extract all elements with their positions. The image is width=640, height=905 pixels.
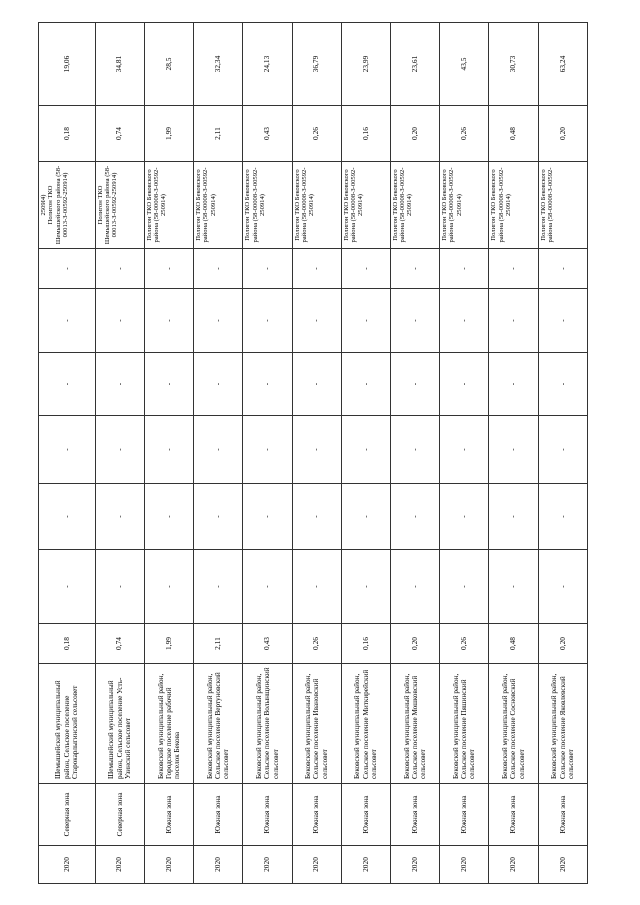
polygon-continuation: 2509Ι4) (40, 194, 47, 216)
table-row (144, 23, 193, 884)
value-cell: 2,11 (194, 624, 243, 664)
polygon-text: Полигон ТКО Бековского района (58-00008-З-00592-250914) (293, 167, 316, 243)
zone-cell: Северная зона (39, 784, 96, 846)
zone-cell: Южная зона (144, 784, 193, 846)
polygon-value-cell: 0,20 (390, 106, 439, 162)
dash-cell: - (538, 249, 587, 289)
total-cell: 23,61 (390, 23, 439, 106)
zone-cell: Южная зона (341, 784, 390, 846)
dash-cell: - (292, 416, 341, 484)
dash-cell: - (243, 353, 292, 416)
dash-cell: - (144, 416, 193, 484)
value-cell: 0,74 (95, 624, 144, 664)
municipality-cell: Шемышейский муниципальный район, Сельское поселение Усть-Узинский сельсовет (95, 664, 144, 784)
zone-cell: Южная зона (538, 784, 587, 846)
table-body (39, 23, 588, 884)
dash-cell: - (144, 353, 193, 416)
dash-cell: - (390, 416, 439, 484)
municipality-cell: Бековский муниципальный район, Сельское поселение Пяшинский сельсовет (440, 664, 489, 784)
total-cell: 63,24 (538, 23, 587, 106)
dash-cell: - (144, 249, 193, 289)
value-cell: 0,20 (538, 624, 587, 664)
dash-cell: - (95, 484, 144, 550)
polygon-cell (144, 162, 193, 249)
polygon-text: Полигон ТКО Шемышейского района (58-00013-З-00592-250914) (47, 165, 69, 245)
dash-cell: - (538, 550, 587, 624)
dash-cell: - (538, 353, 587, 416)
table-row (95, 23, 144, 884)
value-cell: 1,99 (144, 624, 193, 664)
zone-cell: Южная зона (489, 784, 538, 846)
dash-cell: - (144, 550, 193, 624)
value-cell: 0,43 (243, 624, 292, 664)
polygon-value-cell: 0,16 (341, 106, 390, 162)
table-row (489, 23, 538, 884)
value-cell: 0,26 (440, 624, 489, 664)
polygon-value-cell: 1,99 (144, 106, 193, 162)
dash-cell: - (341, 289, 390, 353)
dash-cell: - (39, 249, 96, 289)
polygon-text: Полигон ТКО Бековского района (58-00008-З-00592-250914) (441, 167, 463, 243)
dash-cell: - (243, 289, 292, 353)
table-row (292, 23, 341, 884)
dash-cell: - (440, 416, 489, 484)
polygon-cell (538, 162, 587, 249)
dash-cell: - (390, 249, 439, 289)
dash-cell: - (194, 416, 243, 484)
value-cell: 0,48 (489, 624, 538, 664)
dash-cell: - (489, 416, 538, 484)
value-cell: 0,16 (341, 624, 390, 664)
dash-cell: - (489, 353, 538, 416)
dash-cell: - (39, 289, 96, 353)
polygon-cell (194, 162, 243, 249)
dash-cell: - (440, 289, 489, 353)
polygon-cell (292, 162, 341, 249)
dash-cell: - (341, 550, 390, 624)
year-cell: 2020 (95, 846, 144, 884)
polygon-value-cell: 0,74 (95, 106, 144, 162)
dash-cell: - (440, 484, 489, 550)
zone-cell: Южная зона (390, 784, 439, 846)
polygon-text: Полигон ТКО Бековского района (58-00008-З-00592-250914) (195, 167, 217, 243)
dash-cell: - (341, 249, 390, 289)
zone-cell: Южная зона (292, 784, 341, 846)
year-cell: 2020 (341, 846, 390, 884)
dash-cell: - (390, 550, 439, 624)
value-cell: 0,20 (390, 624, 439, 664)
dash-cell: - (194, 289, 243, 353)
polygon-value-cell: 2,11 (194, 106, 243, 162)
polygon-cell (440, 162, 489, 249)
polygon-value-cell: 0,26 (292, 106, 341, 162)
municipality-cell: Бековский муниципальный район, Городское поселение рабочий поселок Бекова (144, 664, 193, 784)
dash-cell: - (243, 416, 292, 484)
dash-cell: - (95, 289, 144, 353)
dash-cell: - (39, 416, 96, 484)
polygon-cell (39, 162, 96, 249)
dash-cell: - (489, 249, 538, 289)
year-cell: 2020 (39, 846, 96, 884)
total-cell: 24,13 (243, 23, 292, 106)
dash-cell: - (341, 484, 390, 550)
dash-cell: - (292, 550, 341, 624)
table-row (390, 23, 439, 884)
table-row (440, 23, 489, 884)
municipality-cell: Бековский муниципальный район, Сельское поселение Вертуновский сельсовет (194, 664, 243, 784)
total-cell: 30,73 (489, 23, 538, 106)
dash-cell: - (39, 353, 96, 416)
table-row (39, 23, 96, 884)
total-cell: 36,79 (292, 23, 341, 106)
dash-cell: - (489, 484, 538, 550)
dash-cell: - (440, 353, 489, 416)
zone-cell: Южная зона (194, 784, 243, 846)
polygon-text: Полигон ТКО Шемышейского района (58-00013-З-00592-250914) (96, 165, 119, 245)
municipality-cell: Бековский муниципальный район, Сельское поселение Волынщинский сельсовет (243, 664, 292, 784)
polygon-text: Полигон ТКО Бековского района (58-00008-З-00592-250914) (244, 167, 266, 243)
dash-cell: - (243, 484, 292, 550)
polygon-cell (341, 162, 390, 249)
municipality-cell: Бековский муниципальный район, Сельское поселение Сосновский сельсовет (489, 664, 538, 784)
dash-cell: - (538, 289, 587, 353)
table-row (341, 23, 390, 884)
dash-cell: - (95, 550, 144, 624)
municipality-cell: Бековский муниципальный район, Сельское поселение Мошковский сельсовет (390, 664, 439, 784)
dash-cell: - (95, 353, 144, 416)
zone-cell: Южная зона (243, 784, 292, 846)
year-cell: 2020 (194, 846, 243, 884)
polygon-text: Полигон ТКО Бековского района (58-00008-З-00592-250914) (391, 167, 414, 243)
year-cell: 2020 (489, 846, 538, 884)
dash-cell: - (390, 484, 439, 550)
table-row (194, 23, 243, 884)
value-cell: 0,26 (292, 624, 341, 664)
municipality-cell: Шемышейский муниципальный район, Сельское поселение Старокарлыгинский сельсовет (39, 664, 96, 784)
dash-cell: - (538, 484, 587, 550)
polygon-value-cell: 0,43 (243, 106, 292, 162)
polygon-value-cell: 0,48 (489, 106, 538, 162)
table-row (243, 23, 292, 884)
dash-cell: - (489, 550, 538, 624)
dash-cell: - (440, 249, 489, 289)
total-cell: 28,5 (144, 23, 193, 106)
year-cell: 2020 (538, 846, 587, 884)
dash-cell: - (243, 249, 292, 289)
dash-cell: - (95, 416, 144, 484)
zone-cell: Южная зона (440, 784, 489, 846)
dash-cell: - (194, 550, 243, 624)
zone-cell: Северная зона (95, 784, 144, 846)
dash-cell: - (440, 550, 489, 624)
dash-cell: - (194, 353, 243, 416)
polygon-cell (390, 162, 439, 249)
polygon-cell (489, 162, 538, 249)
dash-cell: - (194, 249, 243, 289)
polygon-text: Полигон ТКО Бековского района (58-00008-З-00592- (539, 167, 554, 243)
polygon-text: Полигон ТКО Бековского района (58-00008-З-00592-250914) (145, 167, 168, 243)
dash-cell: - (489, 289, 538, 353)
waste-flow-table (38, 22, 588, 884)
year-cell: 2020 (440, 846, 489, 884)
dash-cell: - (39, 550, 96, 624)
dash-cell: - (39, 484, 96, 550)
polygon-cell (243, 162, 292, 249)
dash-cell: - (390, 289, 439, 353)
dash-cell: - (292, 289, 341, 353)
year-cell: 2020 (292, 846, 341, 884)
total-cell: 32,34 (194, 23, 243, 106)
dash-cell: - (95, 249, 144, 289)
rotated-table-wrapper (38, 23, 588, 884)
total-cell: 23,99 (341, 23, 390, 106)
total-cell: 19,06 (39, 23, 96, 106)
dash-cell: - (292, 484, 341, 550)
value-cell: 0,18 (39, 624, 96, 664)
year-cell: 2020 (243, 846, 292, 884)
dash-cell: - (144, 484, 193, 550)
dash-cell: - (538, 416, 587, 484)
dash-cell: - (144, 289, 193, 353)
dash-cell: - (390, 353, 439, 416)
year-cell: 2020 (144, 846, 193, 884)
municipality-cell: Бековский муниципальный район, Сельское поселение Яковлевский сельсовет (538, 664, 587, 784)
polygon-value-cell: 0,20 (538, 106, 587, 162)
total-cell: 34,81 (95, 23, 144, 106)
year-cell: 2020 (390, 846, 439, 884)
polygon-text: Полигон ТКО Бековского района (58-00008-З-00592-250914) (342, 167, 365, 243)
total-cell: 43,5 (440, 23, 489, 106)
dash-cell: - (292, 353, 341, 416)
dash-cell: - (341, 353, 390, 416)
municipality-cell: Бековский муниципальный район, Сельское поселение Ивановский сельсовет (292, 664, 341, 784)
table-row (538, 23, 587, 884)
polygon-value-cell: 0,18 (39, 106, 96, 162)
polygon-cell (95, 162, 144, 249)
municipality-cell: Бековский муниципальный район, Сельское поселение Миткирейский сельсовет (341, 664, 390, 784)
polygon-text: Полигон ТКО Бековского района (58-00008-З-00592-250914) (490, 167, 512, 243)
dash-cell: - (341, 416, 390, 484)
dash-cell: - (292, 249, 341, 289)
dash-cell: - (243, 550, 292, 624)
dash-cell: - (194, 484, 243, 550)
polygon-value-cell: 0,26 (440, 106, 489, 162)
